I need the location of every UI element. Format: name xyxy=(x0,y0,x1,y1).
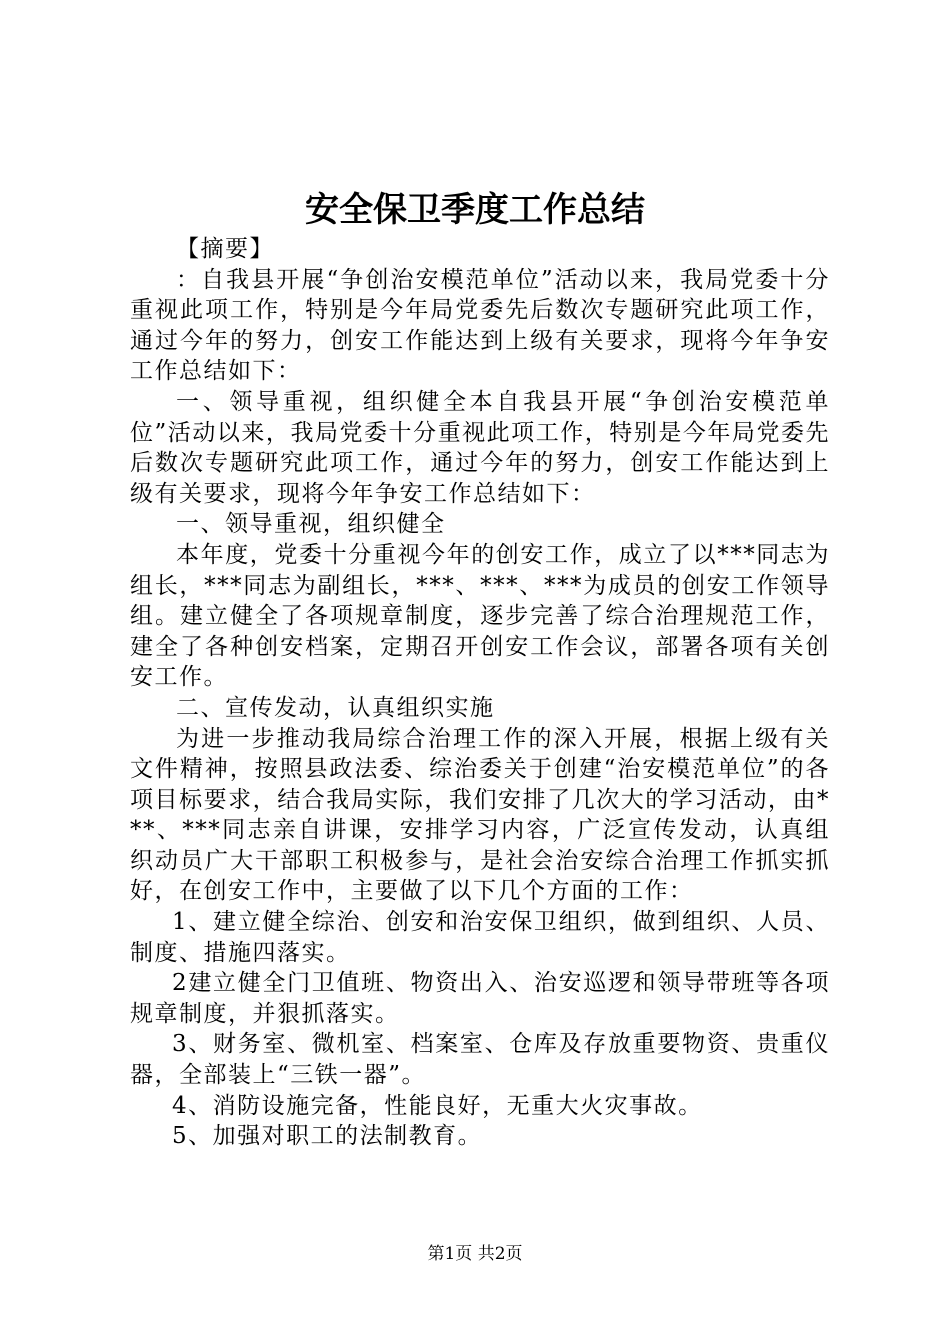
paragraph-section-1-body: 本年度，党委十分重视今年的创安工作，成立了以***同志为组长，***同志为副组长，***、***、***为成员的创安工作领导组。建立健全了各项规章制度，逐步完善了综合治理规范工作，建全了各种创安档案，定期召开创安工作会议，部署各项有关创安工作。 xyxy=(130,541,830,691)
paragraph-section-1-repeat: 一、领导重视，组织健全本自我县开展“争创治安模范单位”活动以来，我局党委十分重视此项工作，特别是今年局党委先后数次专题研究此项工作，通过今年的努力，创安工作能达到上级有关要求，现将今年争安工作总结如下： xyxy=(130,388,830,507)
heading-section-1: 一、领导重视，组织健全 xyxy=(176,511,446,538)
list-item-3: 3、财务室、微机室、档案室、仓库及存放重要物资、贵重仪器，全部装上“三铁一器”。 xyxy=(130,1031,830,1089)
paragraph-intro: ：自我县开展“争创治安模范单位”活动以来，我局党委十分重视此项工作，特别是今年局党委先后数次专题研究此项工作，通过今年的努力，创安工作能达到上级有关要求，现将今年争安工作总结如下： xyxy=(130,266,830,385)
document-title: 安全保卫季度工作总结 xyxy=(305,190,645,230)
list-item-4: 4、消防设施完备，性能良好，无重大火灾事故。 xyxy=(172,1092,703,1119)
page-footer: 第1页 共2页 xyxy=(427,1244,523,1264)
abstract-label: 【摘要】 xyxy=(176,236,274,262)
list-item-5: 5、加强对职工的法制教育。 xyxy=(172,1123,483,1150)
list-item-1: 1、建立健全综治、创安和治安保卫组织，做到组织、人员、制度、措施四落实。 xyxy=(130,909,830,966)
paragraph-section-2-body: 为进一步推动我局综合治理工作的深入开展，根据上级有关文件精神，按照县政法委、综治委关于创建“治安模范单位”的各项目标要求，结合我局实际，我们安排了几次大的学习活动，由***、***同志亲自讲课，安排学习内容，广泛宣传发动，认真组织动员广大干部职工积极参与，是社会治安综合治理工作抓实抓好，在创安工作中，主要做了以下几个方面的工作： xyxy=(130,725,830,905)
heading-section-2: 二、宣传发动，认真组织实施 xyxy=(176,694,495,721)
document-body xyxy=(130,234,830,1152)
list-item-2: 2建立健全门卫值班、物资出入、治安巡逻和领导带班等各项规章制度，并狠抓落实。 xyxy=(130,970,830,1027)
